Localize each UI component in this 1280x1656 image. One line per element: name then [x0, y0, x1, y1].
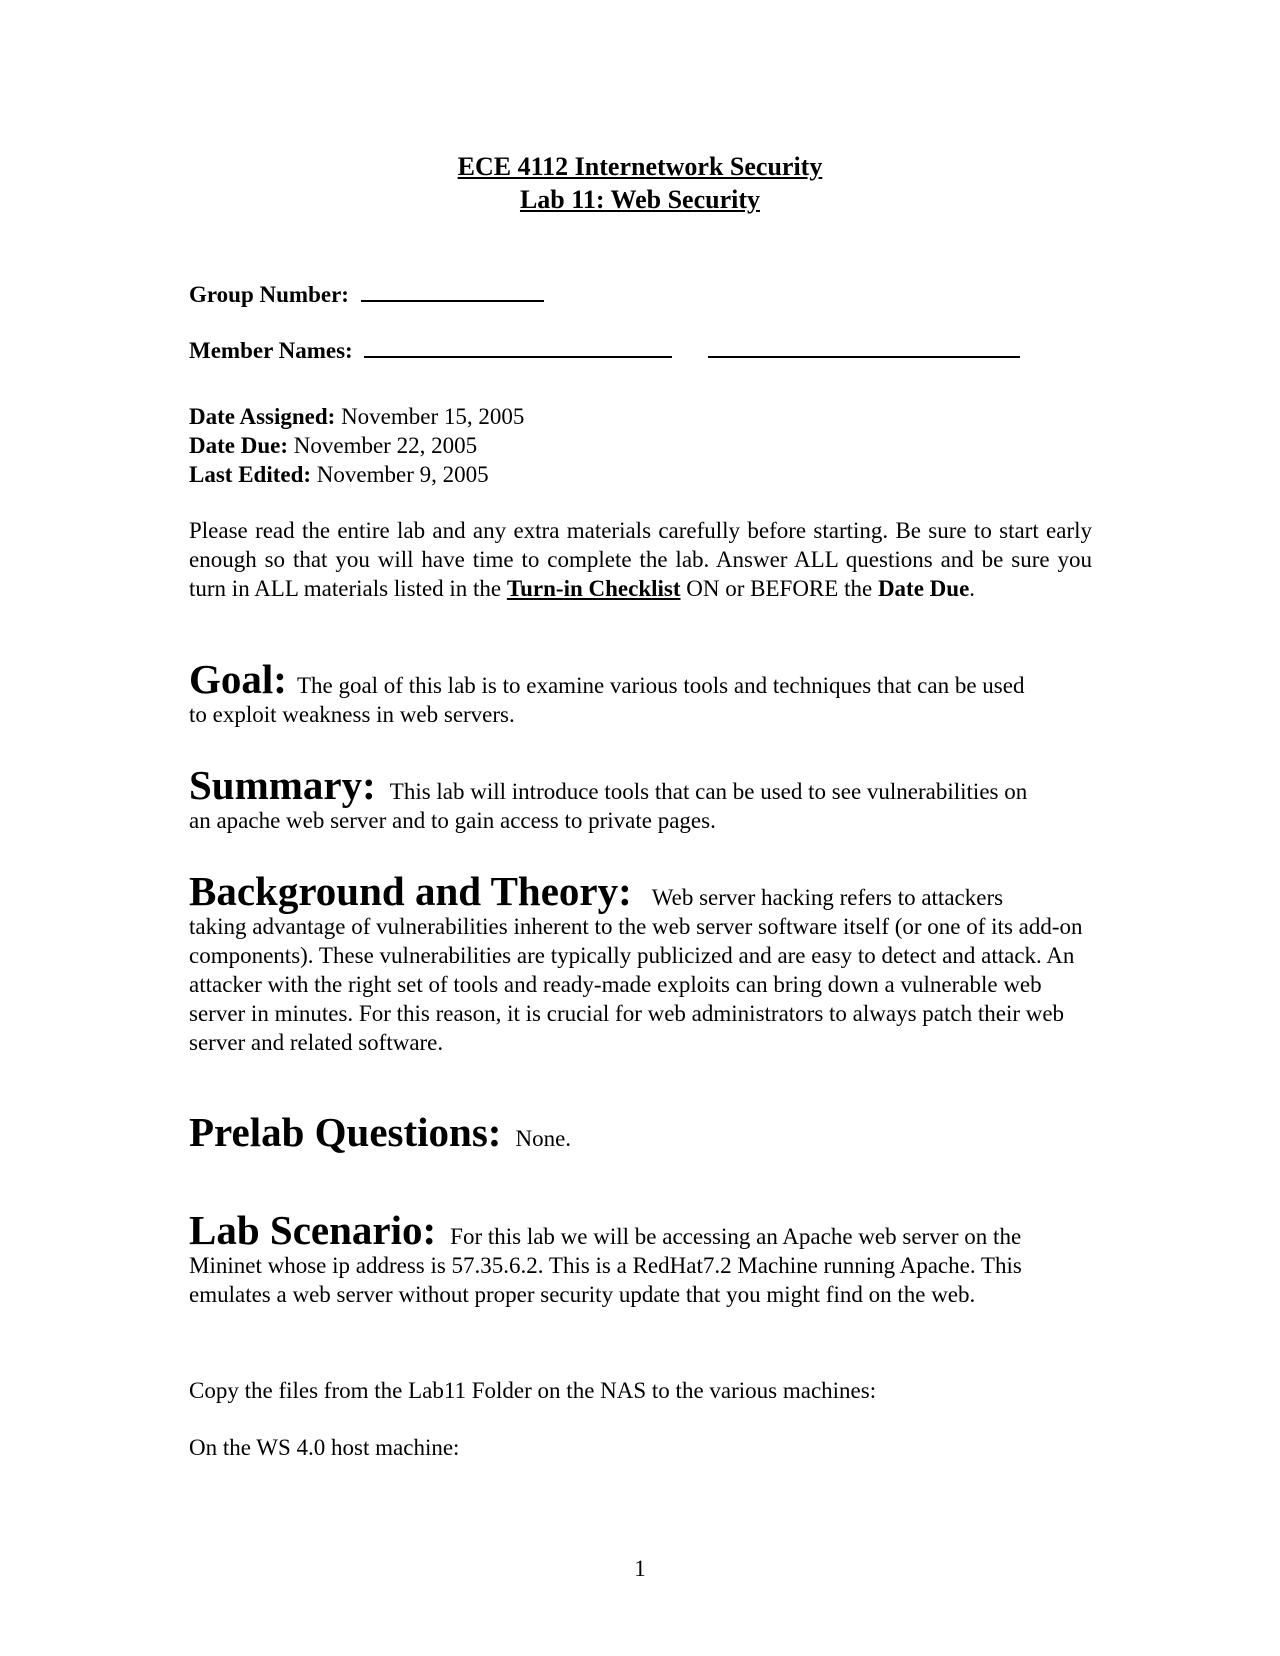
member-name-blank-1[interactable] [364, 338, 672, 358]
member-name-blank-2[interactable] [708, 338, 1020, 358]
summary-text-first: This lab will introduce tools that can be used to see vulnerabilities on [389, 779, 1028, 804]
goal-text-first: The goal of this lab is to examine various tools and techniques that can be used [296, 673, 1025, 698]
background-text-first: Web server hacking refers to attackers [651, 885, 1004, 910]
goal-section [189, 656, 1092, 729]
group-number-blank[interactable] [361, 282, 544, 302]
member-names-field [189, 338, 1020, 364]
scenario-text-first: For this lab we will be accessing an Apache web server on the [450, 1224, 1022, 1249]
scenario-heading: Lab Scenario: [189, 1207, 437, 1253]
page-number: 1 [634, 1556, 646, 1581]
background-text-rest: taking advantage of vulnerabilities inherent to the web server software itself (or one of its add-on components). These vulnerabilities are typically publicized and are easy to detect and attack. An attacker with the right set of tools and ready-made exploits can bring down a vulnerable web server in minutes. For this reason, it is crucial for web administrators to always patch their web server and related software. [189, 914, 1083, 1055]
group-number-label: Group Number: [189, 282, 349, 307]
summary-section [189, 762, 1092, 835]
intro-paragraph: Please read the entire lab and any extra materials carefully before starting. Be sure to start early enough so that you will have time to complete the lab. Answer ALL questions and be sure you turn in ALL materials listed in the Turn-in Checklist ON or BEFORE the Date Due. [189, 518, 1092, 601]
dates-block [189, 402, 524, 489]
last-edited: Last Edited: November 9, 2005 [189, 462, 489, 487]
background-section [189, 868, 1092, 1057]
date-due: Date Due: November 22, 2005 [189, 433, 478, 458]
prelab-text: None. [515, 1126, 572, 1151]
prelab-section [189, 1109, 1092, 1155]
date-assigned: Date Assigned: November 15, 2005 [189, 404, 525, 429]
scenario-text-rest: Mininet whose ip address is 57.35.6.2. This is a RedHat7.2 Machine running Apache. This emulates a web server without proper security update that you might find on the web. [189, 1253, 1022, 1307]
member-names-label: Member Names: [189, 338, 353, 363]
goal-text-rest: to exploit weakness in web servers. [189, 702, 515, 727]
summary-heading: Summary: [189, 762, 376, 808]
prelab-heading: Prelab Questions: [189, 1109, 502, 1155]
goal-heading: Goal: [189, 656, 287, 702]
copy-files-text: Copy the files from the Lab11 Folder on the NAS to the various machines: [189, 1378, 877, 1403]
lab-title: Lab 11: Web Security [519, 185, 761, 214]
course-title: ECE 4112 Internetwork Security [457, 152, 823, 181]
scenario-section [189, 1207, 1092, 1309]
group-number-field [189, 282, 544, 308]
background-heading: Background and Theory: [189, 868, 632, 914]
title-block [0, 150, 1280, 216]
ws-host-text: On the WS 4.0 host machine: [189, 1435, 460, 1460]
date-due-emphasis: Date Due [877, 576, 970, 601]
turn-in-checklist: Turn-in Checklist [506, 576, 681, 601]
summary-text-rest: an apache web server and to gain access to private pages. [189, 808, 716, 833]
